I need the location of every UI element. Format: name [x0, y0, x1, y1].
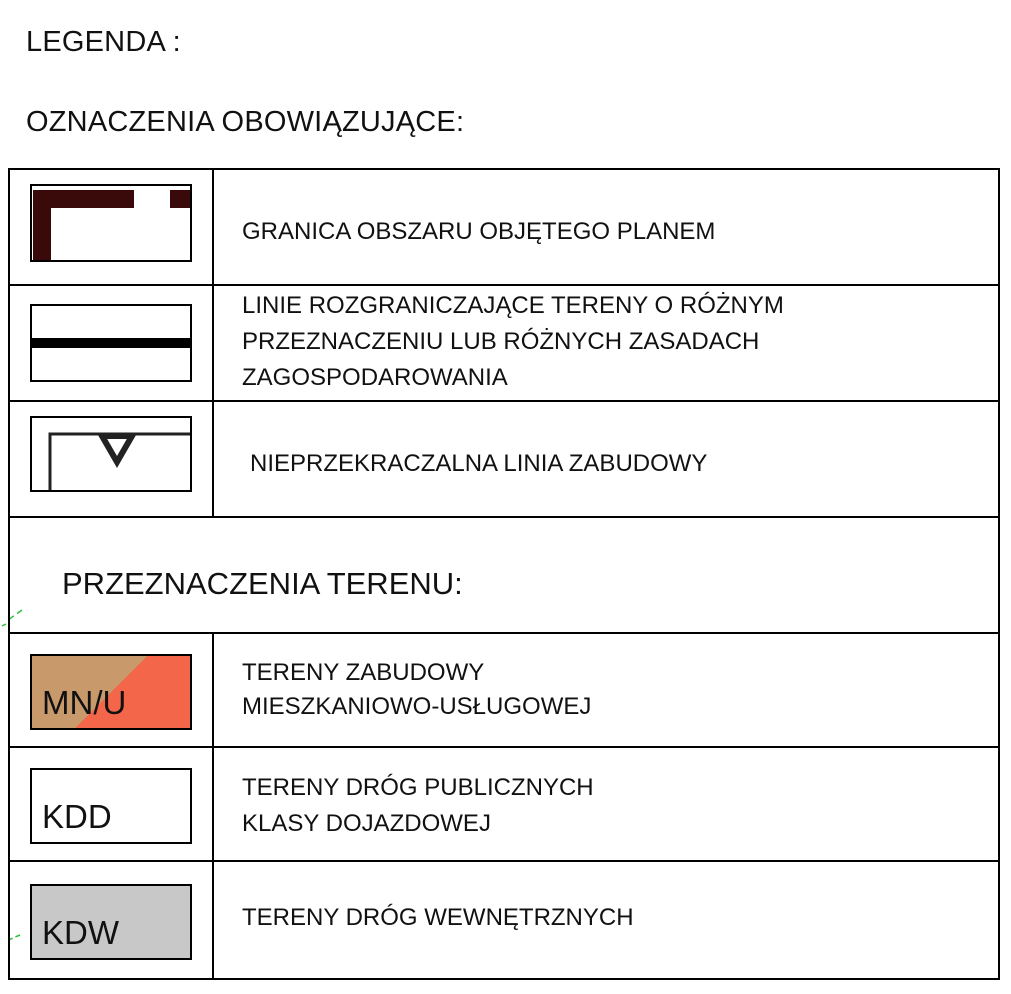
land-use-code: KDW	[42, 914, 119, 951]
legend-row-dividing-lines	[10, 284, 998, 402]
legend-description	[242, 770, 594, 842]
description-line: TERENY DRÓG WEWNĘTRZNYCH	[242, 904, 634, 931]
symbol-cell	[10, 286, 214, 402]
kdw-swatch	[30, 884, 192, 960]
legend-row-kdd	[10, 746, 998, 862]
legend-description	[242, 656, 591, 724]
symbol-cell	[10, 748, 214, 862]
legend-row-plan-boundary	[10, 170, 998, 286]
description-line: TERENY DRÓG PUBLICZNYCH	[242, 774, 594, 801]
description-line: TERENY ZABUDOWY	[242, 659, 485, 686]
legend-description	[250, 446, 707, 482]
land-use-code: MN/U	[42, 684, 127, 721]
land-use-heading-row	[10, 516, 998, 634]
description-line: MIESZKANIOWO-USŁUGOWEJ	[242, 693, 592, 720]
legend-table	[8, 168, 1000, 980]
legend-description	[242, 900, 634, 936]
legend-description	[242, 288, 784, 396]
land-use-heading: PRZEZNACZENIA TERENU:	[62, 566, 463, 601]
legend-title: LEGENDA :	[26, 26, 181, 58]
description-line: GRANICA OBSZARU OBJĘTEGO PLANEM	[242, 218, 716, 245]
building-line-symbol-icon	[30, 416, 192, 492]
plan-boundary-symbol-icon	[30, 184, 192, 262]
description-line: PRZEZNACZENIU LUB RÓŻNYCH ZASADACH	[242, 328, 760, 355]
description-line: ZAGOSPODAROWANIA	[242, 364, 508, 391]
description-line: LINIE ROZGRANICZAJĄCE TERENY O RÓŻNYM	[242, 292, 784, 319]
legend-description	[242, 214, 715, 250]
mnu-swatch	[30, 654, 192, 730]
symbol-cell	[10, 402, 214, 518]
description-line: NIEPRZEKRACZALNA LINIA ZABUDOWY	[250, 450, 708, 477]
legend-row-building-line	[10, 400, 998, 518]
dividing-line-symbol-icon	[30, 304, 192, 382]
legend-row-mnu	[10, 632, 998, 748]
symbol-cell	[10, 170, 214, 286]
land-use-code: KDD	[42, 798, 112, 835]
kdd-swatch	[30, 768, 192, 844]
symbol-cell	[10, 862, 214, 978]
description-line: KLASY DOJAZDOWEJ	[242, 810, 491, 837]
legend-row-kdw	[10, 860, 998, 978]
symbol-cell	[10, 634, 214, 748]
binding-heading: OZNACZENIA OBOWIĄZUJĄCE:	[26, 106, 465, 138]
